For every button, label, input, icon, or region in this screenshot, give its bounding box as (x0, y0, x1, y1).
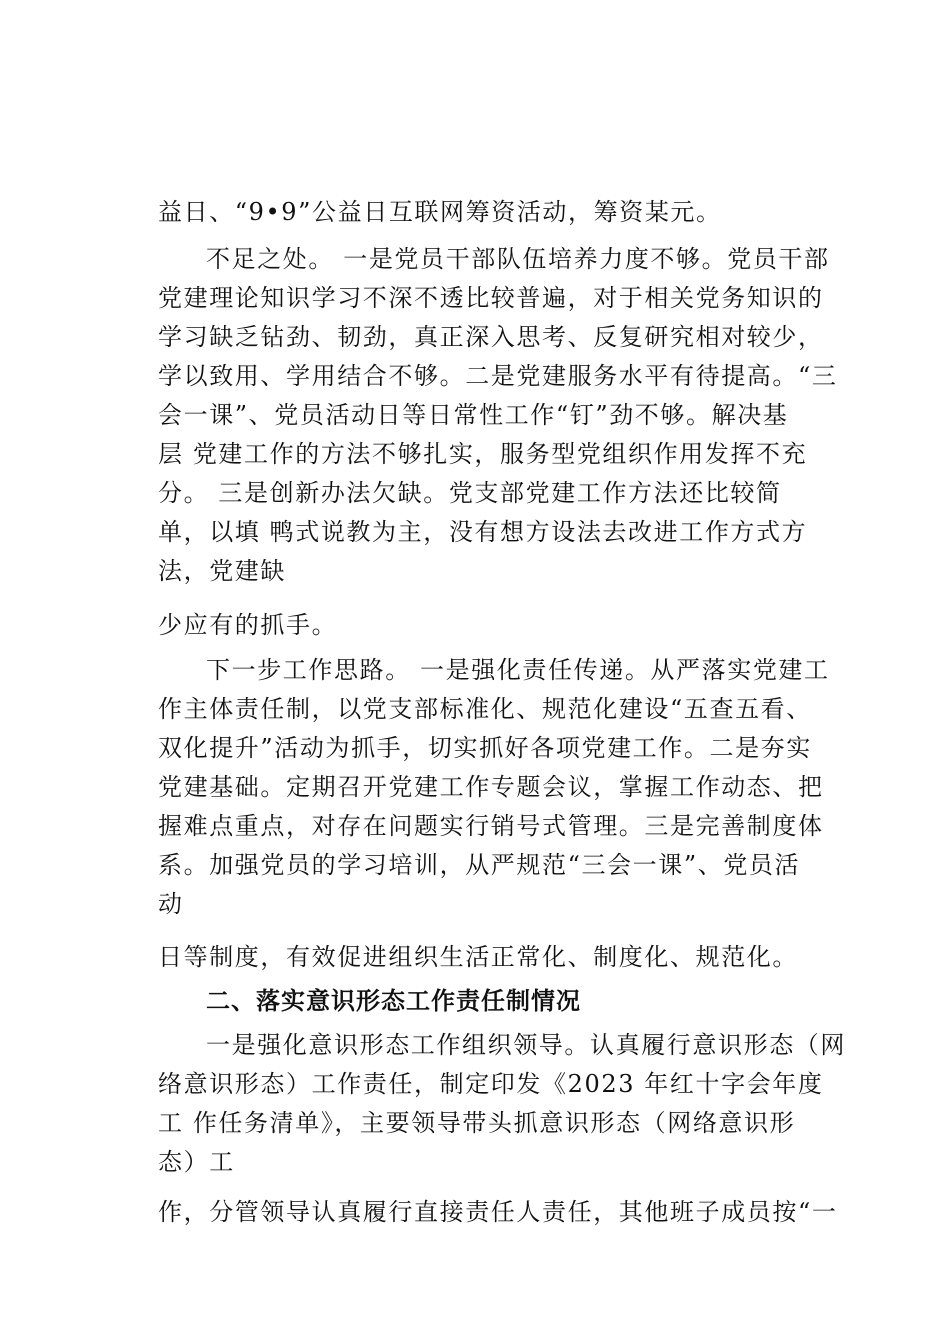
paragraph-line: 法，党建缺 (158, 557, 286, 585)
paragraph-line: 一是强化意识形态工作组织领导。认真履行意识形态（网 (206, 1031, 846, 1059)
paragraph-line: 党建基础。定期召开党建工作专题会议，掌握工作动态、把 (158, 773, 824, 801)
paragraph-line: 作，分管领导认真履行直接责任人责任，其他班子成员按“一 (158, 1198, 838, 1226)
paragraph-line: 党建理论知识学习不深不透比较普遍，对于相关党务知识的 (158, 284, 824, 312)
paragraph-line: 双化提升”活动为抓手，切实抓好各项党建工作。二是夯实 (158, 734, 812, 762)
paragraph-line: 分。 三是创新办法欠缺。党支部党建工作方法还比较简 (158, 479, 782, 507)
paragraph-line: 握难点重点，对存在问题实行销号式管理。三是完善制度体 (158, 812, 824, 840)
paragraph-line: 层 党建工作的方法不够扎实，服务型党组织作用发挥不充 (158, 440, 808, 468)
paragraph-line: 少应有的抓手。 (158, 611, 338, 639)
paragraph-line: 会一课”、党员活动日等日常性工作“钉”劲不够。解决基 (158, 401, 789, 429)
paragraph-line: 工 作任务清单》，主要领导带头抓意识形态（网络意识形 (158, 1109, 796, 1137)
paragraph-line: 学以致用、学用结合不够。二是党建服务水平有待提高。“三 (158, 362, 838, 390)
paragraph-line: 益日、“9•9”公益日互联网筹资活动，筹资某元。 (158, 198, 722, 226)
paragraph-line: 日等制度，有效促进组织生活正常化、制度化、规范化。 (158, 943, 798, 971)
paragraph-line: 态）工 (158, 1148, 235, 1176)
paragraph-line: 系。加强党员的学习培训，从严规范“三会一课”、党员活 (158, 851, 801, 879)
paragraph-line: 不足之处。 一是党员干部队伍培养力度不够。党员干部 (206, 245, 830, 273)
paragraph-line: 单，以填 鸭式说教为主，没有想方设法去改进工作方式方 (158, 518, 808, 546)
paragraph-line: 下一步工作思路。 一是强化责任传递。从严落实党建工 (206, 656, 830, 684)
paragraph-line: 作主体责任制，以党支部标准化、规范化建设“五查五看、 (158, 695, 812, 723)
paragraph-line: 学习缺乏钻劲、韧劲，真正深入思考、反复研究相对较少， (158, 323, 824, 351)
section-heading: 二、落实意识形态工作责任制情况 (206, 987, 581, 1015)
paragraph-line: 动 (158, 890, 184, 918)
paragraph-line: 络意识形态）工作责任，制定印发《2023 年红十字会年度 (158, 1070, 824, 1098)
